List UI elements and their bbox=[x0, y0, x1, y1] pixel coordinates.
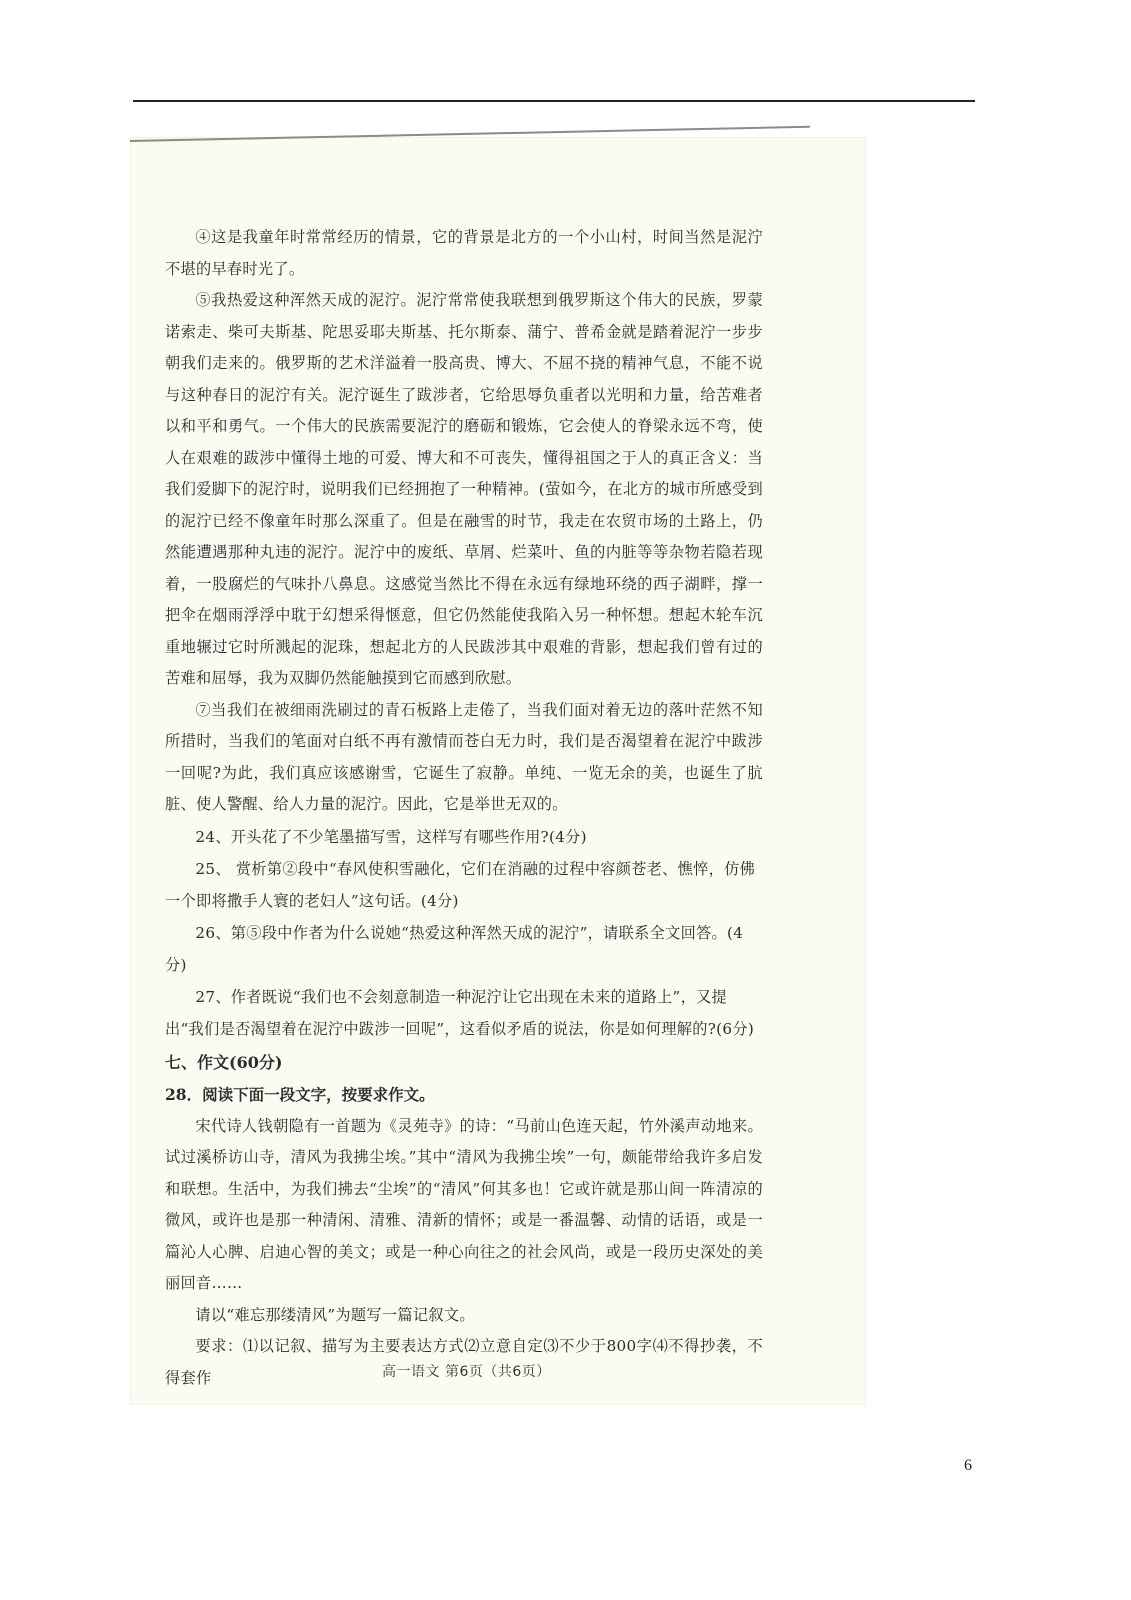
composition-instruction: 请以“难忘那缕清风”为题写一篇记叙文。 bbox=[195, 1305, 475, 1324]
passage-paragraph-7: ⑦当我们在被细雨洗刷过的青石板路上走倦了，当我们面对着无边的落叶茫然不知所措时，当我们的笔面对白纸不再有激情而苍白无力时，我们是否渴望着在泥泞中跋涉一回呢?为此，我们真应该感谢雪，它诞生了寂静。单纯、一览无余的美，也诞生了肮脏、使人警醒、给人力量的泥泞。因此，它是举世无双的。 bbox=[165, 700, 763, 813]
composition-task: 28．阅读下面一段文字，按要求作文。 bbox=[165, 1084, 435, 1104]
question-25: 25、 赏析第②段中“春风使积雪融化，它们在消融的过程中容颜苍老、憔悴，仿佛一个即将撒手人寰的老妇人”这句话。(4分) bbox=[165, 859, 756, 910]
passage-paragraph-5: ⑤我热爱这种浑然天成的泥泞。泥泞常常使我联想到俄罗斯这个伟大的民族，罗蒙诺索走、柴可夫斯基、陀思妥耶夫斯基、托尔斯泰、蒲宁、普希金就是踏着泥泞一步步朝我们走来的。俄罗斯的艺术洋溢着一股高贵、博大、不屈不挠的精神气息，不能不说与这种春日的泥泞有关。泥泞诞生了跋涉者，它给思辱负重者以光明和力量，给苦难者以和平和勇气。一个伟大的民族需要泥泞的磨砺和锻炼，它会使人的脊梁永远不弯，使人在艰难的跋涉中懂得土地的可爱、博大和不可丧失，懂得祖国之于人的真正含义：当我们爱脚下的泥泞时，说明我们已经拥抱了一种精神。(萤如今，在北方的城市所感受到的泥泞已经不像童年时那么深重了。但是在融雪的时节，我走在农贸市场的土路上，仍然能遭遇那种丸违的泥泞。泥泞中的废纸、草屑、烂菜叶、鱼的内脏等等杂物若隐若现着，一股腐烂的气味扑八鼻息。这感觉当然比不得在永远有绿地环绕的西子湖畔，撑一把伞在烟雨浮浮中耽于幻想采得惬意，但它仍然能使我陷入另一种怀想。想起木轮车沉重地辗过它时所溅起的泥珠，想起北方的人民跋涉其中艰难的背影，想起我们曾有过的苦难和屈辱，我为双脚仍然能触摸到它而感到欣慰。 bbox=[165, 291, 763, 687]
question-27: 27、作者既说“我们也不会刻意制造一种泥泞让它出现在未来的道路上”，又提出“我们是否渴望着在泥泞中跋涉一回呢”，这看似矛盾的说法，你是如何理解的?(6分) bbox=[165, 987, 755, 1038]
question-24: 24、开头花了不少笔墨描写雪，这样写有哪些作用?(4分) bbox=[195, 827, 587, 846]
composition-section-title: 七、作文(60分) bbox=[165, 1052, 283, 1072]
exam-page-footer: 高一语文 第6页（共6页） bbox=[382, 1364, 551, 1380]
page-number: 6 bbox=[964, 1457, 972, 1474]
page-header-rule bbox=[133, 100, 975, 102]
question-26: 26、第⑤段中作者为什么说她“热爱这种浑然天成的泥泞”，请联系全文回答。(4分) bbox=[165, 923, 744, 974]
composition-requirements: 要求：⑴以记叙、描写为主要表达方式⑵立意自定⑶不少于800字⑷不得抄袭，不得套作 bbox=[165, 1337, 763, 1387]
composition-prompt: 宋代诗人钱朝隐有一首题为《灵苑寺》的诗：“马前山色连天起，竹外溪声动地来。试过溪桥访山寺，清风为我拂尘埃。”其中“清风为我拂尘埃”一句，颇能带给我许多启发和联想。生活中，为我们拂去“尘埃”的“清风”何其多也！它或许就是那山间一阵清凉的微风，或许也是那一种清闲、清雅、清新的情怀；或是一番温馨、动情的话语，或是一篇沁人心脾、启迪心智的美文；或是一种心向往之的社会风尚，或是一段历史深处的美丽回音…… bbox=[165, 1116, 763, 1292]
passage-paragraph-4: ④这是我童年时常常经历的情景，它的背景是北方的一个小山村，时间当然是泥泞不堪的早春时光了。 bbox=[165, 228, 763, 278]
exam-content bbox=[165, 222, 763, 1394]
